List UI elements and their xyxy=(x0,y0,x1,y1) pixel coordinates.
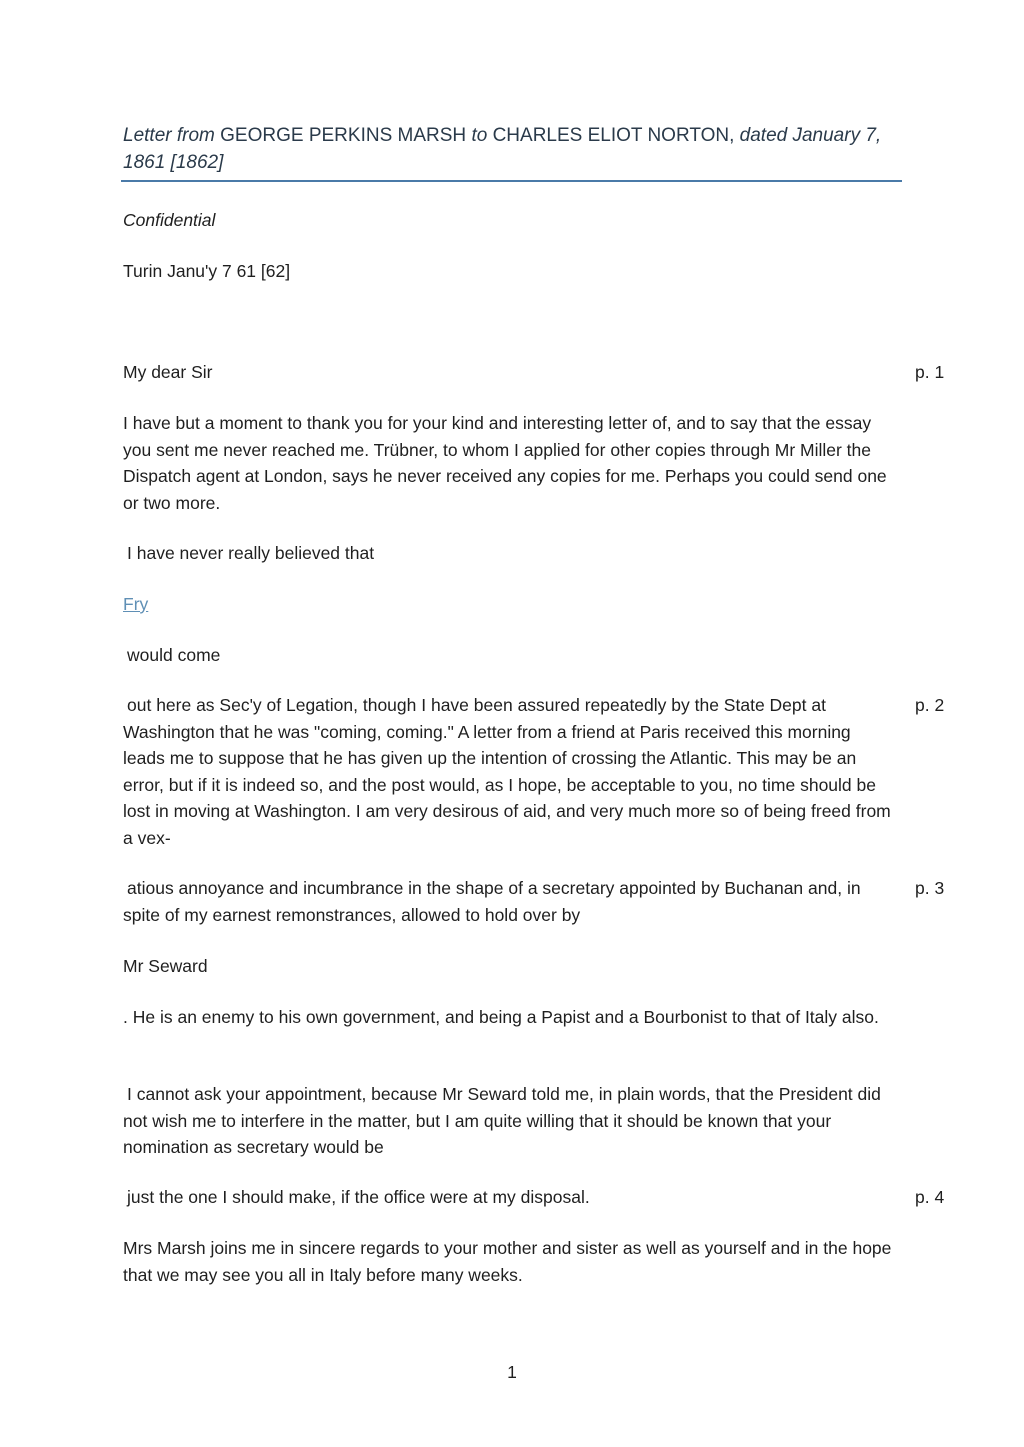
letter-heading xyxy=(123,122,893,176)
paragraph-7: . He is an enemy to his own government, and being a Papist and a Bourbonist to that of Italy also. xyxy=(123,1007,879,1027)
fry-link[interactable]: Fry xyxy=(123,594,149,614)
heading-prefix: Letter from xyxy=(123,125,215,146)
paragraph-10: Mrs Marsh joins me in sincere regards to your mother and sister as well as yourself and in the hope that we may see you all in Italy before many weeks. xyxy=(123,1238,892,1285)
confidential-label: Confidential xyxy=(123,210,216,230)
page-number-footer: 1 xyxy=(507,1362,517,1382)
paragraph-9: just the one I should make, if the office were at my disposal. xyxy=(127,1187,590,1207)
page-marker-p3: p. 3 xyxy=(915,878,945,898)
paragraph-4: out here as Sec'y of Legation, though I have been assured repeatedly by the State Dept at Washington that he was "coming, coming." A letter from a friend at Paris received this morning leads me to suppose that he has given up the intention of crossing the Atlantic. This may be an error, but if it is indeed so, and the post would, as I hope, be acceptable to you, no time should be lost in moving at Washington. I am very desirous of aid, and very much more so of being freed from a vex- xyxy=(123,695,891,848)
paragraph-8: I cannot ask your appointment, because Mr Seward told me, in plain words, that the President did not wish me to interfere in the matter, but I am quite willing that it should be known that your nomination as secretary would be xyxy=(123,1084,881,1157)
paragraph-2: I have never really believed that xyxy=(127,543,375,563)
heading-author: GEORGE PERKINS MARSH xyxy=(220,125,467,146)
page-marker-p4: p. 4 xyxy=(915,1187,945,1207)
salutation: My dear Sir xyxy=(123,362,213,382)
paragraph-5: atious annoyance and incumbrance in the shape of a secretary appointed by Buchanan and, in spite of my earnest remonstrances, allowed to hold over by xyxy=(123,878,861,925)
heading-dated: dated January 7, xyxy=(739,125,882,146)
place-date-line: Turin Janu'y 7 61 [62] xyxy=(123,261,291,281)
heading-to: to xyxy=(471,125,488,146)
heading-year: 1861 [1862] xyxy=(123,152,224,173)
paragraph-1: I have but a moment to thank you for your kind and interesting letter of, and to say that the essay you sent me never reached me. Trübner, to whom I applied for other copies through Mr Miller the Dispatch agent at London, says he never received any copies for me. Perhaps you could send one or two more. xyxy=(123,413,887,513)
heading-underline-divider xyxy=(121,180,902,182)
paragraph-3: would come xyxy=(127,645,221,665)
fry-link-paragraph xyxy=(123,591,898,618)
page-marker-p2: p. 2 xyxy=(915,695,945,715)
page-marker-p1: p. 1 xyxy=(915,362,945,382)
heading-recipient: CHARLES ELIOT NORTON, xyxy=(492,125,735,146)
paragraph-6: Mr Seward xyxy=(123,956,208,976)
